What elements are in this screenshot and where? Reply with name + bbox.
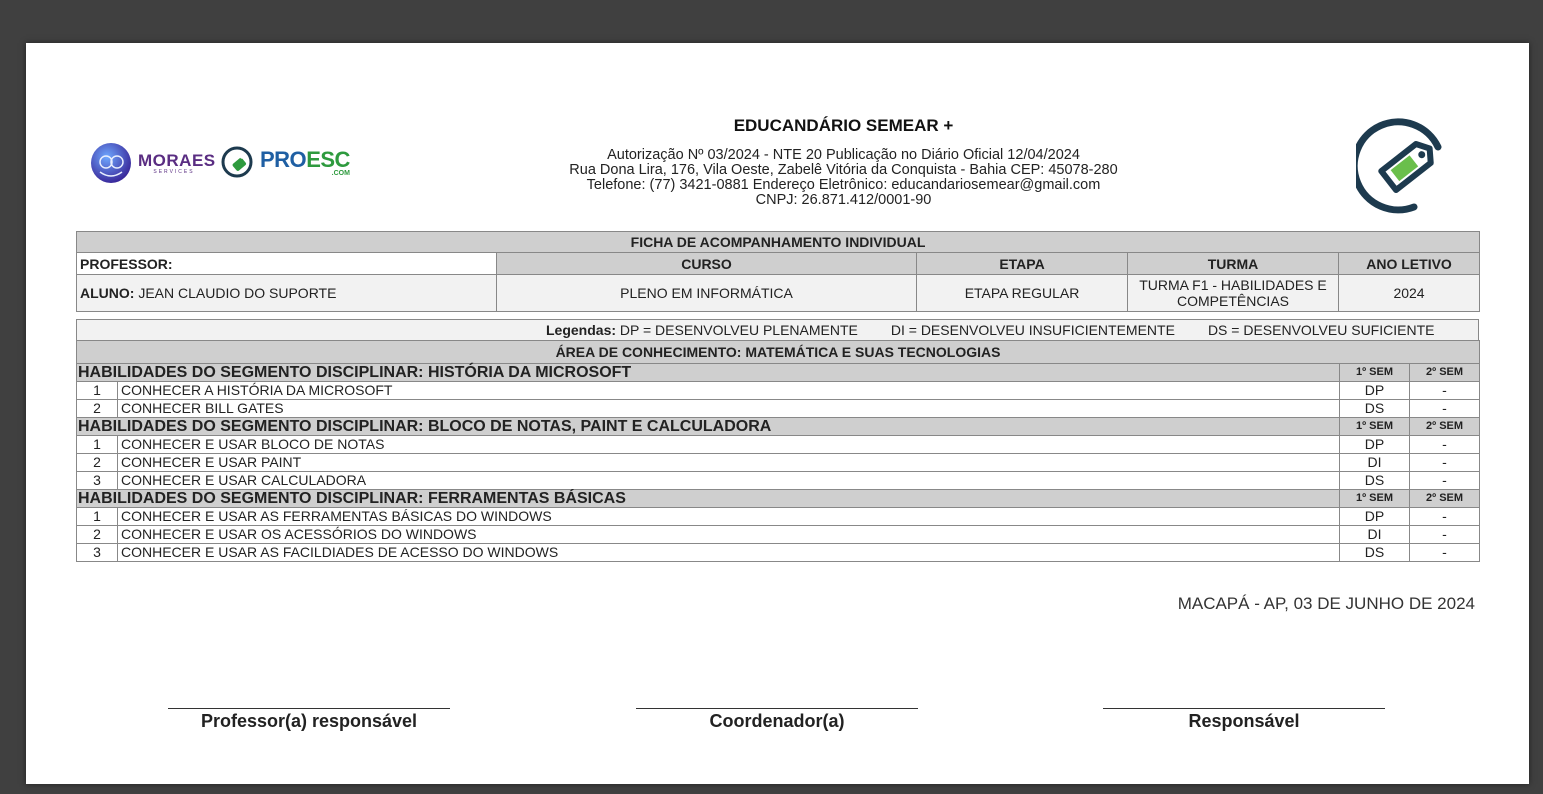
skill-sem1-result: DS (1340, 544, 1410, 562)
aluno-cell (77, 275, 497, 312)
skill-description: CONHECER A HISTÓRIA DA MICROSOFT (118, 382, 1340, 400)
signature-guardian (1103, 708, 1385, 732)
signature-line (1103, 708, 1385, 709)
skill-sem2-result: - (1410, 526, 1480, 544)
skill-row (77, 544, 1480, 562)
school-address: Rua Dona Lira, 176, Vila Oeste, Zabelê Vitória da Conquista - Bahia CEP: 45078-280 (569, 162, 1118, 178)
school-name: EDUCANDÁRIO SEMEAR + (733, 116, 954, 135)
proesc-logo-part-b: ESC (306, 146, 350, 172)
skill-row (77, 454, 1480, 472)
sheet-title: FICHA DE ACOMPANHAMENTO INDIVIDUAL (77, 232, 1480, 253)
curso-header: CURSO (497, 253, 917, 275)
proesc-tag-icon (220, 145, 256, 181)
moraes-logo (138, 150, 216, 175)
legend-dp: DP = DESENVOLVEU PLENAMENTE (619, 322, 858, 338)
knowledge-area-title: ÁREA DE CONHECIMENTO: MATEMÁTICA E SUAS TECNOLOGIAS (77, 341, 1480, 364)
proesc-logo-text (260, 146, 350, 172)
skill-sem2-result: - (1410, 382, 1480, 400)
skill-row (77, 508, 1480, 526)
signature-coordinator (636, 708, 918, 732)
skill-row (77, 400, 1480, 418)
skill-sem1-result: DP (1340, 436, 1410, 454)
school-header (506, 116, 1181, 208)
partner-logos (90, 141, 350, 185)
skill-number: 2 (77, 526, 118, 544)
school-authorization: Autorização Nº 03/2024 - NTE 20 Publicação no Diário Oficial 12/04/2024 (607, 147, 1080, 163)
skill-description: CONHECER E USAR AS FACILDIADES DE ACESSO DO WINDOWS (118, 544, 1340, 562)
legend-di: DI = DESENVOLVEU INSUFICIENTEMENTE (890, 322, 1175, 338)
skill-description: CONHECER E USAR PAINT (118, 454, 1340, 472)
school-emblem-icon (1356, 115, 1456, 215)
segment-header-row (77, 490, 1480, 508)
skill-number: 2 (77, 454, 118, 472)
signature-label: Responsável (1188, 711, 1300, 731)
skill-number: 2 (77, 400, 118, 418)
ano-letivo-header: ANO LETIVO (1339, 253, 1480, 275)
proesc-logo-part-a: PRO (260, 146, 307, 172)
school-cnpj: CNPJ: 26.871.412/0001-90 (755, 192, 932, 208)
skill-description: CONHECER BILL GATES (118, 400, 1340, 418)
skill-description: CONHECER E USAR CALCULADORA (118, 472, 1340, 490)
moraes-logo-subtext: SERVICES (153, 168, 195, 175)
document-page (26, 43, 1529, 784)
signature-line (168, 708, 450, 709)
signature-label: Coordenador(a) (709, 711, 845, 731)
aluno-label: ALUNO: (80, 285, 135, 301)
moraes-globe-icon (90, 142, 132, 184)
skill-row (77, 382, 1480, 400)
skill-sem2-result: - (1410, 400, 1480, 418)
signature-label: Professor(a) responsável (200, 711, 418, 731)
skill-sem1-result: DS (1340, 400, 1410, 418)
proesc-logo (260, 146, 350, 177)
etapa-header: ETAPA (917, 253, 1128, 275)
student-info-table (76, 231, 1480, 312)
skill-number: 1 (77, 508, 118, 526)
skill-description: CONHECER E USAR OS ACESSÓRIOS DO WINDOWS (118, 526, 1340, 544)
signature-line (636, 708, 918, 709)
skill-sem2-result: - (1410, 472, 1480, 490)
segment-header-row (77, 418, 1480, 436)
legend-ds: DS = DESENVOLVEU SUFICIENTE (1207, 322, 1435, 338)
legend-bar (76, 319, 1479, 341)
skill-sem1-result: DS (1340, 472, 1410, 490)
place-date: MACAPÁ - AP, 03 DE JUNHO DE 2024 (1177, 594, 1475, 613)
sem1-header: 1º SEM (1340, 364, 1410, 382)
segment-title: HABILIDADES DO SEGMENTO DISCIPLINAR: FERRAMENTAS BÁSICAS (77, 490, 1340, 508)
skill-sem1-result: DP (1340, 508, 1410, 526)
skill-row (77, 526, 1480, 544)
skill-description: CONHECER E USAR AS FERRAMENTAS BÁSICAS DO WINDOWS (118, 508, 1340, 526)
skill-description: CONHECER E USAR BLOCO DE NOTAS (118, 436, 1340, 454)
segment-title: HABILIDADES DO SEGMENTO DISCIPLINAR: BLOCO DE NOTAS, PAINT E CALCULADORA (77, 418, 1340, 436)
skill-sem2-result: - (1410, 436, 1480, 454)
skill-sem1-result: DI (1340, 526, 1410, 544)
signature-professor (168, 708, 450, 732)
skill-sem2-result: - (1410, 454, 1480, 472)
moraes-logo-text: MORAES (138, 150, 216, 170)
skill-number: 1 (77, 436, 118, 454)
turma-header: TURMA (1128, 253, 1339, 275)
curso-value: PLENO EM INFORMÁTICA (497, 275, 917, 312)
sem1-header: 1º SEM (1340, 490, 1410, 508)
segment-title: HABILIDADES DO SEGMENTO DISCIPLINAR: HISTÓRIA DA MICROSOFT (77, 364, 1340, 382)
aluno-value: JEAN CLAUDIO DO SUPORTE (138, 285, 337, 301)
segment-header-row (77, 364, 1480, 382)
skill-sem1-result: DI (1340, 454, 1410, 472)
skill-number: 3 (77, 544, 118, 562)
skills-table (76, 340, 1480, 562)
skill-sem2-result: - (1410, 508, 1480, 526)
sem2-header: 2º SEM (1410, 490, 1480, 508)
sem2-header: 2º SEM (1410, 418, 1480, 436)
skill-row (77, 436, 1480, 454)
sem2-header: 2º SEM (1410, 364, 1480, 382)
proesc-logo-domain: .COM (331, 169, 350, 177)
sem1-header: 1º SEM (1340, 418, 1410, 436)
etapa-value: ETAPA REGULAR (917, 275, 1128, 312)
professor-label: PROFESSOR: (77, 253, 497, 275)
skill-sem2-result: - (1410, 544, 1480, 562)
skill-row (77, 472, 1480, 490)
skill-number: 1 (77, 382, 118, 400)
turma-value: TURMA F1 - HABILIDADES E COMPETÊNCIAS (1128, 275, 1339, 312)
skill-number: 3 (77, 472, 118, 490)
ano-letivo-value: 2024 (1339, 275, 1480, 312)
skill-sem1-result: DP (1340, 382, 1410, 400)
school-contact: Telefone: (77) 3421-0881 Endereço Eletrônico: educandariosemear@gmail.com (586, 177, 1101, 193)
legend-label: Legendas: (546, 322, 617, 338)
